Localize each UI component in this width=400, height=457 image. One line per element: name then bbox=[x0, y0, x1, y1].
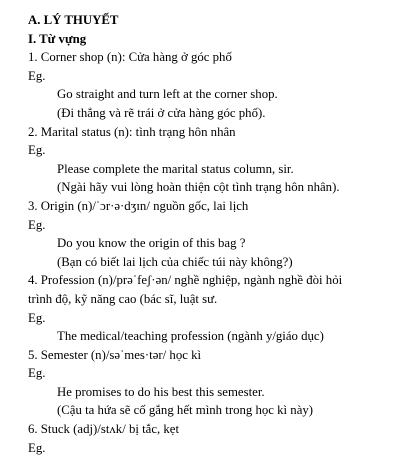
vocab-term-4-line2: trình độ, kỹ năng cao (bác sĩ, luật sư. bbox=[28, 291, 218, 306]
eg-label: Eg. bbox=[28, 68, 46, 83]
eg-label: Eg. bbox=[28, 310, 46, 325]
vocab-term-6: 6. Stuck (adj)/stʌk/ bị tắc, kẹt bbox=[28, 422, 180, 437]
translation-5: (Cậu ta hứa sẽ cố gắng hết mình trong học kì này) bbox=[57, 403, 314, 418]
translation-2: (Ngài hãy vui lòng hoàn thiện cột tình trạng hôn nhân). bbox=[57, 180, 340, 195]
example-sentence-1: Go straight and turn left at the corner shop. bbox=[57, 87, 278, 102]
vocab-term-4-line1: 4. Profession (n)/prəˈfeʃ·ən/ nghề nghiệp, ngành nghề đòi hỏi bbox=[28, 273, 343, 288]
translation-3: (Bạn có biết lai lịch của chiếc túi này không?) bbox=[57, 254, 293, 269]
example-sentence-4: The medical/teaching profession (ngành y/giáo dục) bbox=[57, 329, 324, 344]
example-sentence-3: Do you know the origin of this bag ? bbox=[57, 236, 246, 251]
section-heading: A. LÝ THUYẾT bbox=[28, 13, 119, 27]
eg-label: Eg. bbox=[28, 143, 46, 158]
vocab-term-2: 2. Marital status (n): tình trạng hôn nhân bbox=[28, 124, 236, 139]
vocab-term-3: 3. Origin (n)/ˈɔr·ə·dʒɪn/ nguồn gốc, lai lịch bbox=[28, 198, 249, 213]
subsection-heading: I. Từ vựng bbox=[28, 31, 87, 46]
example-sentence-2: Please complete the marital status column, sir. bbox=[57, 161, 294, 176]
eg-label: Eg. bbox=[28, 217, 46, 232]
eg-label: Eg. bbox=[28, 366, 46, 381]
vocab-term-5: 5. Semester (n)/səˈmes·tər/ học kì bbox=[28, 347, 202, 362]
vocab-term-1: 1. Corner shop (n): Cửa hàng ở góc phố bbox=[28, 50, 232, 65]
example-sentence-5: He promises to do his best this semester. bbox=[57, 384, 265, 399]
translation-1: (Đi thẳng và rẽ trái ở cửa hàng góc phố). bbox=[57, 105, 266, 120]
eg-label: Eg. bbox=[28, 440, 46, 455]
